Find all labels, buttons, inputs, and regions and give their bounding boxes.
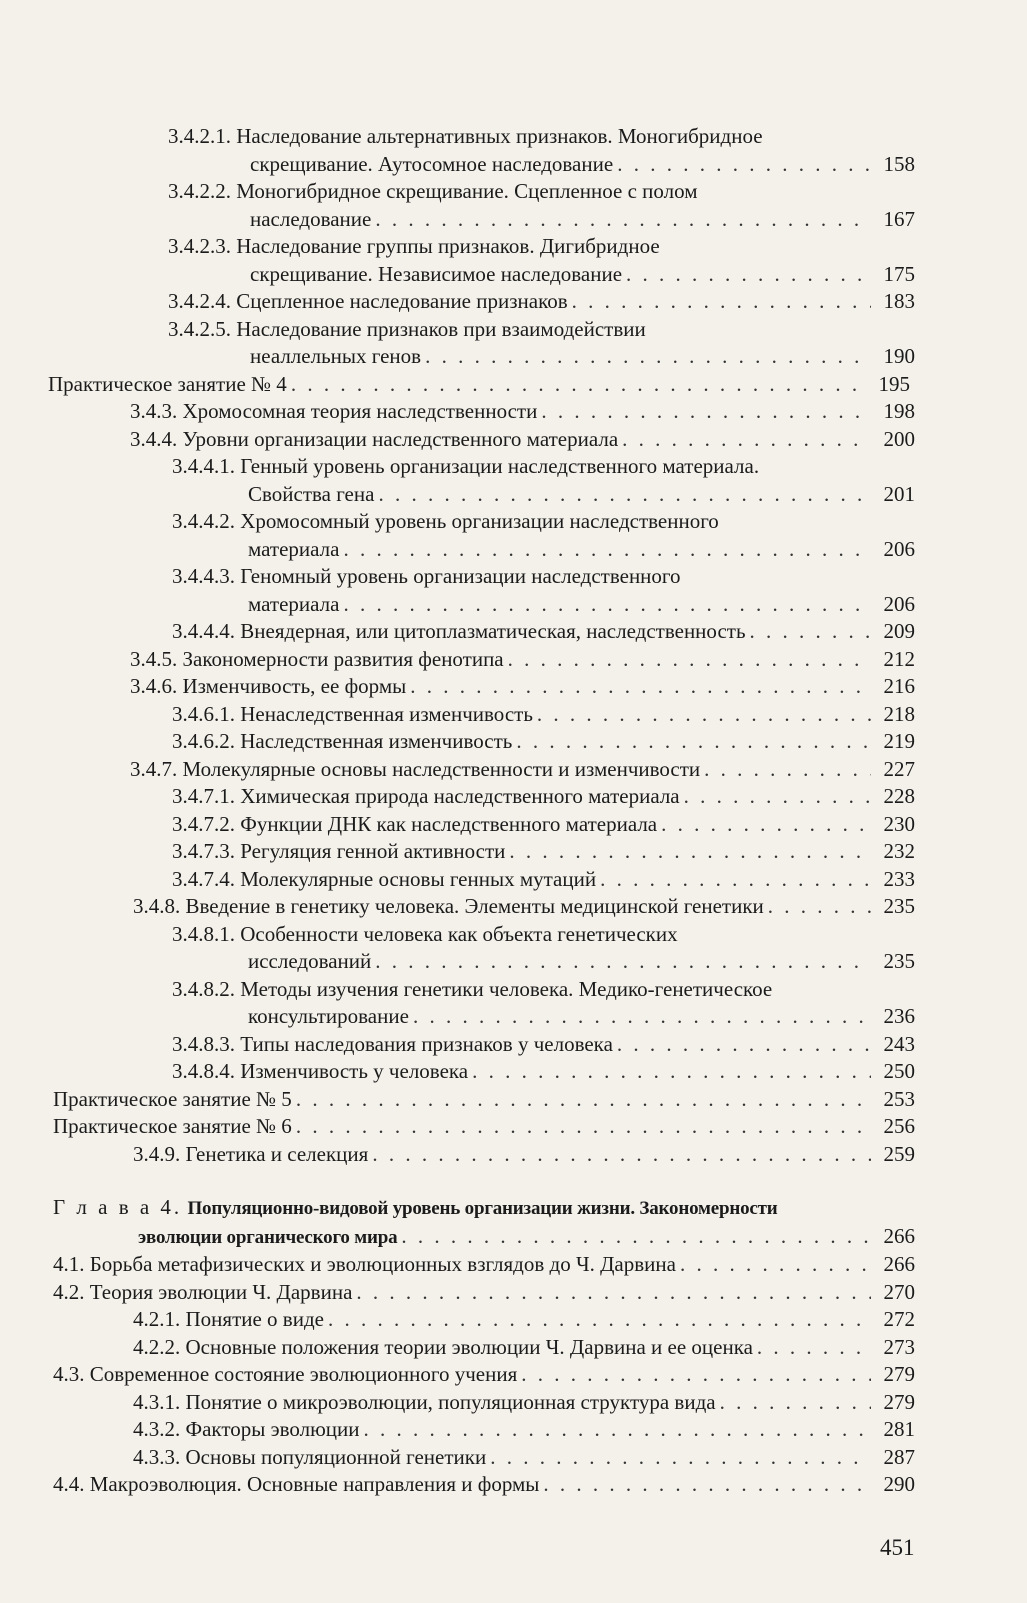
toc-page-number: 195 xyxy=(878,371,910,396)
toc-entry-title: 3.4.8.3. Типы наследования признаков у человека xyxy=(172,1031,613,1056)
toc-entry-title: неаллельных генов xyxy=(250,344,422,368)
toc-page-number: 209 xyxy=(883,619,915,643)
leader-dots xyxy=(509,838,871,866)
toc-chapter-entry[interactable] xyxy=(0,1194,1027,1251)
leader-dots xyxy=(704,756,871,784)
leader-dots xyxy=(425,343,871,371)
toc-entry-title: 4.3.3. Основы популяционной генетики xyxy=(133,1444,487,1469)
toc-page-number: 167 xyxy=(883,206,915,231)
toc-entry-title: эволюции органического мира xyxy=(138,1226,398,1248)
toc-entry-title: 3.4.4.3. Геномный уровень организации наследственного xyxy=(172,564,681,588)
leader-dots xyxy=(543,1471,871,1499)
toc-entry-title: 3.4.7. Молекулярные основы наследственности и изменчивости xyxy=(130,756,701,781)
toc-page-number: 243 xyxy=(883,1031,915,1056)
toc-entry-title: скрещивание. Аутосомное наследование xyxy=(250,151,614,176)
toc-page-number: 273 xyxy=(883,1334,915,1359)
toc-entry[interactable] xyxy=(0,893,1027,921)
leader-dots xyxy=(750,618,871,646)
toc-page-number: 158 xyxy=(883,151,915,176)
toc-entry-title: 4.3.2. Факторы эволюции xyxy=(133,1417,360,1441)
leader-dots xyxy=(521,1361,871,1389)
toc-entry[interactable] xyxy=(0,371,1027,399)
toc-entry[interactable] xyxy=(0,1113,1027,1141)
toc-entry[interactable] xyxy=(0,921,1027,976)
toc-entry[interactable] xyxy=(0,123,1027,178)
leader-dots xyxy=(661,811,871,839)
toc-entry[interactable] xyxy=(0,453,1027,508)
toc-page-number: 270 xyxy=(883,1279,915,1304)
leader-dots xyxy=(372,1141,871,1169)
toc-entry-title: 3.4.2.5. Наследование признаков при взаимодействии xyxy=(168,316,646,341)
toc-entry[interactable] xyxy=(0,233,1027,288)
toc-page-number: 201 xyxy=(883,481,915,506)
toc-page-number: 235 xyxy=(883,894,915,918)
toc-page-number: 266 xyxy=(883,1223,915,1248)
toc-entry[interactable] xyxy=(0,563,1027,618)
chapter-label: Г л а в а 4. xyxy=(53,1195,183,1219)
toc-entry[interactable] xyxy=(0,866,1027,894)
toc-entry[interactable] xyxy=(0,398,1027,426)
leader-dots xyxy=(626,261,871,289)
leader-dots xyxy=(680,1251,871,1279)
leader-dots xyxy=(572,288,871,316)
toc-page-number: 235 xyxy=(883,949,915,973)
toc-page-number: 279 xyxy=(883,1362,915,1386)
toc-page-number: 236 xyxy=(883,1004,915,1028)
toc-page-number: 227 xyxy=(883,756,915,781)
toc-page-number: 233 xyxy=(883,866,915,891)
toc-entry[interactable] xyxy=(0,1361,1027,1389)
leader-dots xyxy=(541,398,871,426)
toc-page-number: 230 xyxy=(883,811,915,836)
toc-entry[interactable] xyxy=(0,288,1027,316)
toc-page-number: 281 xyxy=(883,1417,915,1441)
toc-page-number: 259 xyxy=(883,1141,915,1166)
toc-entry[interactable] xyxy=(0,1031,1027,1059)
leader-dots xyxy=(600,866,871,894)
toc-entry-title: 3.4.2.4. Сцепленное наследование признаков xyxy=(168,289,568,313)
leader-dots xyxy=(378,481,871,509)
toc-entry[interactable] xyxy=(0,1058,1027,1086)
toc-entry[interactable] xyxy=(0,756,1027,784)
leader-dots xyxy=(401,1223,871,1251)
toc-entry-title: 3.4.8.4. Изменчивость у человека xyxy=(172,1059,469,1083)
toc-entry-title: Популяционно-видовой уровень организации жизни. Закономерности xyxy=(187,1198,778,1219)
toc-entry-title: материала xyxy=(248,536,340,561)
toc-entry[interactable] xyxy=(0,728,1027,756)
toc-entry[interactable] xyxy=(0,1306,1027,1334)
toc-entry[interactable] xyxy=(0,178,1027,233)
toc-entry[interactable] xyxy=(0,1141,1027,1169)
leader-dots xyxy=(291,371,866,399)
toc-entry-title: консультирование xyxy=(248,1004,409,1028)
toc-entry-title: Практическое занятие № 4 xyxy=(48,371,287,396)
toc-page-number: 216 xyxy=(883,674,915,698)
toc-page-number: 250 xyxy=(883,1059,915,1083)
toc-page-number: 272 xyxy=(883,1307,915,1331)
toc-page-number: 206 xyxy=(883,591,915,616)
toc-entry-title: 3.4.7.2. Функции ДНК как наследственного материала xyxy=(172,811,658,836)
leader-dots xyxy=(410,673,871,701)
leader-dots xyxy=(684,783,871,811)
toc-page-number: 218 xyxy=(883,701,915,726)
leader-dots xyxy=(622,426,871,454)
toc-entry[interactable] xyxy=(0,976,1027,1031)
toc-entry[interactable] xyxy=(0,838,1027,866)
toc-page-number: 219 xyxy=(883,729,915,753)
toc-page-number: 256 xyxy=(883,1114,915,1138)
toc-page-number: 287 xyxy=(883,1444,915,1469)
toc-entry-title: исследований xyxy=(248,949,372,973)
toc-entry-title: 4.3. Современное состояние эволюционного учения xyxy=(53,1362,518,1386)
toc-entry-title: 4.1. Борьба метафизических и эволюционных взглядов до Ч. Дарвина xyxy=(53,1252,676,1276)
toc-entry-title: 4.4. Макроэволюция. Основные направления и формы xyxy=(53,1472,540,1496)
toc-entry-title: 3.4.6. Изменчивость, ее формы xyxy=(130,674,407,698)
toc-page-number: 212 xyxy=(883,646,915,671)
toc-entry-title: 3.4.2.1. Наследование альтернативных признаков. Моногибридное xyxy=(168,124,763,148)
leader-dots xyxy=(757,1334,871,1362)
toc-entry[interactable] xyxy=(0,646,1027,674)
leader-dots xyxy=(413,1003,871,1031)
toc-entry-title: 4.2.2. Основные положения теории эволюции Ч. Дарвина и ее оценка xyxy=(133,1334,753,1359)
toc-page-number: 175 xyxy=(883,261,915,286)
toc-entry-title: 3.4.4.4. Внеядерная, или цитоплазматическая, наследственность xyxy=(172,619,746,643)
toc-entry[interactable] xyxy=(0,426,1027,454)
toc-entry[interactable] xyxy=(0,1279,1027,1307)
toc-entry[interactable] xyxy=(0,783,1027,811)
toc-entry[interactable] xyxy=(0,508,1027,563)
leader-dots xyxy=(490,1444,871,1472)
leader-dots xyxy=(537,701,871,729)
leader-dots xyxy=(617,151,871,179)
toc-entry-title: 3.4.7.4. Молекулярные основы генных мутаций xyxy=(172,866,597,891)
toc-entry-title: Практическое занятие № 6 xyxy=(53,1114,292,1138)
toc-entry[interactable] xyxy=(0,701,1027,729)
leader-dots xyxy=(343,536,871,564)
toc-entry-title: 3.4.2.3. Наследование группы признаков. Дигибридное xyxy=(168,234,660,258)
toc-entry-title: 3.4.3. Хромосомная теория наследственности xyxy=(130,399,538,423)
toc-page-number: 200 xyxy=(883,426,915,451)
toc-page-number: 266 xyxy=(883,1252,915,1276)
toc-page-number: 198 xyxy=(883,399,915,423)
leader-dots xyxy=(364,1416,872,1444)
toc-entry-title: 3.4.2.2. Моногибридное скрещивание. Сцепленное с полом xyxy=(168,179,698,203)
toc-entry-title: 3.4.8. Введение в генетику человека. Элементы медицинской генетики xyxy=(133,894,764,918)
leader-dots xyxy=(296,1086,871,1114)
toc-entry-title: 3.4.8.2. Методы изучения генетики человека. Медико-генетическое xyxy=(172,976,773,1001)
leader-dots xyxy=(508,646,871,674)
toc-entry[interactable] xyxy=(0,618,1027,646)
toc-entry-title: 3.4.4.1. Генный уровень организации наследственного материала. xyxy=(172,454,760,478)
leader-dots xyxy=(768,893,871,921)
toc-page-number: 290 xyxy=(883,1472,915,1496)
toc-entry-title: материала xyxy=(248,591,340,616)
leader-dots xyxy=(472,1058,871,1086)
toc-entry[interactable] xyxy=(0,1416,1027,1444)
toc-entry-title: 3.4.7.3. Регуляция генной активности xyxy=(172,839,506,863)
toc-page-number: 232 xyxy=(883,839,915,863)
toc-entry[interactable] xyxy=(0,673,1027,701)
table-of-contents xyxy=(0,123,1027,1499)
toc-page-number: 183 xyxy=(883,289,915,313)
toc-entry-title: 3.4.4.2. Хромосомный уровень организации наследственного xyxy=(172,509,719,533)
leader-dots xyxy=(516,728,871,756)
toc-entry-title: 3.4.7.1. Химическая природа наследственного материала xyxy=(172,784,680,808)
toc-entry-title: Свойства гена xyxy=(248,481,375,506)
toc-entry-title: скрещивание. Независимое наследование xyxy=(250,261,623,286)
toc-entry[interactable] xyxy=(0,1389,1027,1417)
leader-dots xyxy=(296,1113,871,1141)
toc-entry-title: наследование xyxy=(250,206,372,231)
toc-entry-title: 3.4.8.1. Особенности человека как объекта генетических xyxy=(172,921,678,946)
leader-dots xyxy=(343,591,871,619)
leader-dots xyxy=(720,1389,871,1417)
toc-entry-title: 4.3.1. Понятие о микроэволюции, популяционная структура вида xyxy=(133,1389,716,1414)
toc-page-number: 253 xyxy=(883,1086,915,1111)
toc-entry-title: Практическое занятие № 5 xyxy=(53,1086,292,1111)
toc-entry-title: 3.4.5. Закономерности развития фенотипа xyxy=(130,646,504,671)
toc-entry[interactable] xyxy=(0,811,1027,839)
toc-page-number: 206 xyxy=(883,536,915,561)
toc-entry[interactable] xyxy=(0,1471,1027,1499)
toc-page-number: 279 xyxy=(883,1389,915,1414)
toc-entry[interactable] xyxy=(0,1444,1027,1472)
page-number: 451 xyxy=(880,1535,915,1560)
leader-dots xyxy=(617,1031,871,1059)
toc-page-number: 228 xyxy=(883,784,915,808)
leader-dots xyxy=(356,1279,871,1307)
toc-entry[interactable] xyxy=(0,1251,1027,1279)
toc-entry[interactable] xyxy=(0,1334,1027,1362)
toc-entry-title: 4.2.1. Понятие о виде xyxy=(133,1307,324,1331)
leader-dots xyxy=(375,948,871,976)
leader-dots xyxy=(328,1306,871,1334)
toc-entry-title: 3.4.6.2. Наследственная изменчивость xyxy=(172,729,513,753)
toc-entry-title: 4.2. Теория эволюции Ч. Дарвина xyxy=(53,1279,353,1304)
toc-page-number: 190 xyxy=(883,344,915,368)
toc-entry[interactable] xyxy=(0,316,1027,371)
toc-entry-title: 3.4.6.1. Ненаследственная изменчивость xyxy=(172,701,533,726)
toc-entry-title: 3.4.9. Генетика и селекция xyxy=(133,1141,369,1166)
toc-entry[interactable] xyxy=(0,1086,1027,1114)
leader-dots xyxy=(375,206,871,234)
toc-entry-title: 3.4.4. Уровни организации наследственного материала xyxy=(130,426,619,451)
